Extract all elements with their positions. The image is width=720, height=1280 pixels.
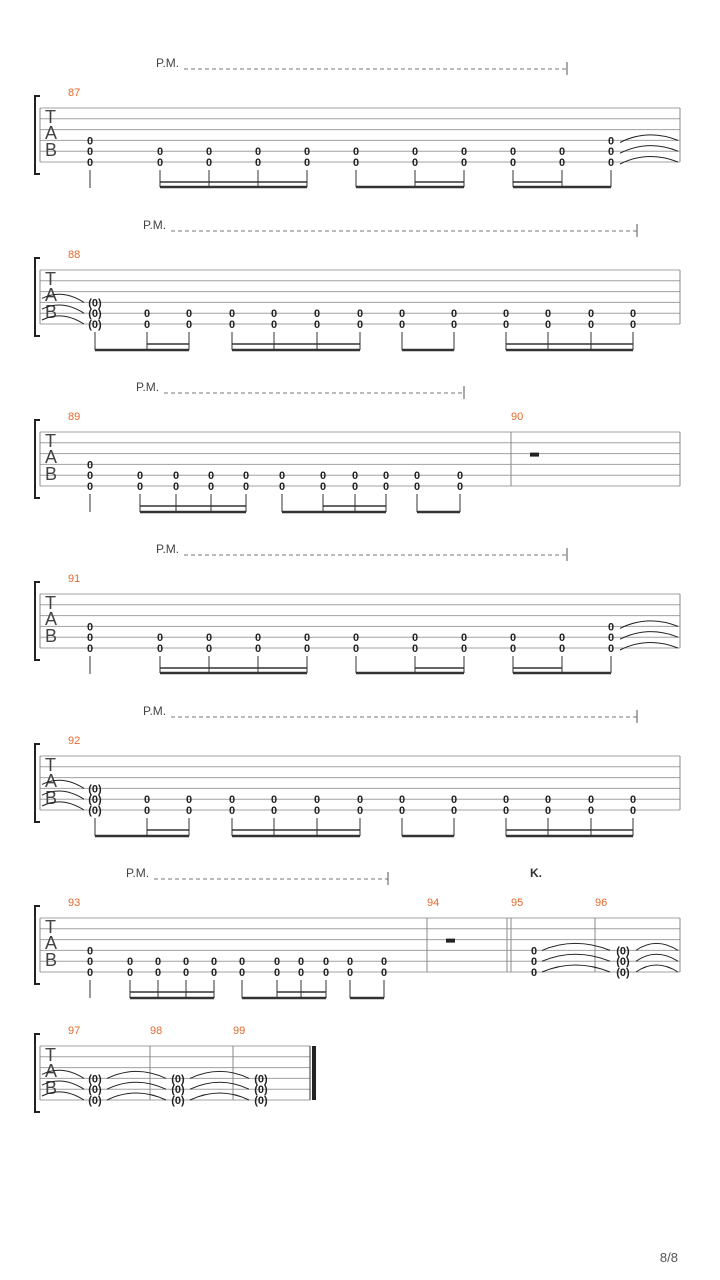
fret-number: 0: [629, 805, 637, 817]
fret-number: 0: [156, 146, 164, 159]
fret-number: 0: [558, 632, 566, 645]
tie-arc: [107, 1071, 166, 1078]
fret-number: 0: [303, 632, 311, 645]
fret-number: 0: [86, 459, 94, 472]
whole-rest: [446, 939, 455, 943]
system-bracket: [35, 744, 40, 822]
fret-number: (0): [254, 1073, 268, 1086]
tab-clef-b: B: [45, 140, 58, 160]
fret-number: 0: [411, 157, 419, 169]
fret-number: 0: [607, 621, 615, 634]
tab-clef-a: A: [45, 123, 58, 143]
fret-number: 0: [270, 319, 278, 331]
fret-number: (0): [88, 297, 102, 310]
system-bracket: [35, 96, 40, 174]
tab-clef-a: A: [45, 933, 58, 953]
fret-number: 0: [356, 308, 364, 321]
fret-number: 0: [509, 632, 517, 645]
fret-number: 0: [313, 319, 321, 331]
fret-number: 0: [242, 470, 250, 483]
fret-number: 0: [136, 470, 144, 483]
palm-mute-label: P.M.: [126, 866, 150, 880]
tab-clef-t: T: [45, 269, 56, 289]
fret-number: (0): [88, 1073, 102, 1086]
tie-out: [620, 621, 678, 629]
final-barline-thick: [312, 1046, 316, 1100]
fret-number: 0: [228, 794, 236, 807]
fret-number: 0: [629, 319, 637, 331]
measure-number: 96: [595, 897, 608, 909]
fret-number: 0: [270, 794, 278, 807]
tab-clef-t: T: [45, 755, 56, 775]
fret-number: (0): [254, 1095, 268, 1107]
measure-number: 88: [68, 249, 81, 261]
fret-number: 0: [182, 956, 190, 969]
fret-number: 0: [297, 967, 305, 979]
fret-number: 0: [460, 146, 468, 159]
fret-number: 0: [460, 643, 468, 655]
fret-number: 0: [382, 470, 390, 483]
fret-number: 0: [185, 319, 193, 331]
fret-number: 0: [143, 308, 151, 321]
measure-number: 97: [68, 1025, 81, 1037]
fret-number: 0: [126, 956, 134, 969]
fret-number: 0: [502, 805, 510, 817]
tie-out: [620, 146, 678, 154]
fret-number: 0: [411, 643, 419, 655]
tab-clef-t: T: [45, 107, 56, 127]
palm-mute-label: P.M.: [156, 56, 180, 70]
fret-number: 0: [460, 632, 468, 645]
fret-number: 0: [629, 308, 637, 321]
fret-number: 0: [273, 956, 281, 969]
measure-number: 99: [233, 1025, 246, 1037]
fret-number: 0: [303, 146, 311, 159]
page-number: 8/8: [659, 1250, 678, 1265]
fret-number: (0): [88, 1084, 102, 1097]
tab-clef-b: B: [45, 1078, 58, 1098]
fret-number: 0: [322, 967, 330, 979]
fret-number: 0: [210, 956, 218, 969]
fret-number: 0: [607, 643, 615, 655]
fret-number: 0: [156, 643, 164, 655]
fret-number: 0: [185, 805, 193, 817]
fret-number: 0: [411, 632, 419, 645]
fret-number: 0: [86, 481, 94, 493]
tab-clef-t: T: [45, 593, 56, 613]
fret-number: 0: [254, 632, 262, 645]
fret-number: 0: [86, 135, 94, 148]
fret-number: 0: [297, 956, 305, 969]
measure-number: 94: [427, 897, 440, 909]
fret-number: 0: [544, 805, 552, 817]
system-bracket: [35, 906, 40, 984]
fret-number: 0: [450, 805, 458, 817]
fret-number: 0: [460, 157, 468, 169]
fret-number: 0: [411, 146, 419, 159]
fret-number: 0: [172, 470, 180, 483]
fret-number: 0: [205, 632, 213, 645]
measure-number: 92: [68, 735, 81, 747]
fret-number: 0: [185, 794, 193, 807]
tab-clef-b: B: [45, 302, 58, 322]
fret-number: 0: [143, 794, 151, 807]
tie-out: [620, 632, 678, 640]
fret-number: (0): [254, 1084, 268, 1097]
fret-number: 0: [238, 967, 246, 979]
fret-number: 0: [413, 470, 421, 483]
fret-number: (0): [88, 783, 102, 796]
fret-number: 0: [319, 481, 327, 493]
tab-clef-a: A: [45, 771, 58, 791]
fret-number: 0: [86, 146, 94, 159]
fret-number: 0: [126, 967, 134, 979]
system-1: [35, 56, 680, 188]
fret-number: 0: [456, 470, 464, 483]
system-bracket: [35, 582, 40, 660]
system-bracket: [35, 1034, 40, 1112]
fret-number: 0: [228, 308, 236, 321]
fret-number: 0: [143, 805, 151, 817]
fret-number: 0: [558, 157, 566, 169]
measure-number: 93: [68, 897, 81, 909]
fret-number: 0: [346, 956, 354, 969]
tie-arc: [107, 1082, 166, 1089]
fret-number: 0: [154, 967, 162, 979]
fret-number: 0: [86, 157, 94, 169]
kill-switch-label: K.: [530, 866, 542, 880]
fret-number: 0: [356, 805, 364, 817]
fret-number: 0: [530, 956, 538, 969]
fret-number: 0: [86, 470, 94, 483]
fret-number: 0: [303, 643, 311, 655]
fret-number: (0): [171, 1084, 185, 1097]
tab-clef-b: B: [45, 788, 58, 808]
fret-number: 0: [530, 945, 538, 958]
fret-number: 0: [607, 146, 615, 159]
fret-number: 0: [86, 621, 94, 634]
fret-number: 0: [207, 470, 215, 483]
fret-number: 0: [238, 956, 246, 969]
fret-number: 0: [558, 643, 566, 655]
fret-number: 0: [587, 805, 595, 817]
tie-out: [636, 943, 678, 950]
tie-out: [620, 642, 678, 650]
palm-mute-label: P.M.: [136, 380, 160, 394]
whole-rest: [530, 453, 539, 457]
fret-number: 0: [558, 146, 566, 159]
tab-clef-a: A: [45, 285, 58, 305]
tie-arc: [542, 954, 610, 961]
system-3: [35, 380, 680, 512]
system-6: [35, 866, 680, 998]
system-7: [35, 1025, 316, 1112]
fret-number: 0: [228, 805, 236, 817]
fret-number: 0: [205, 146, 213, 159]
fret-number: 0: [544, 794, 552, 807]
fret-number: 0: [313, 794, 321, 807]
fret-number: 0: [156, 632, 164, 645]
fret-number: (0): [88, 794, 102, 807]
tab-clef-a: A: [45, 609, 58, 629]
measure-number: 90: [511, 411, 524, 423]
measure-number: 89: [68, 411, 81, 423]
fret-number: 0: [278, 470, 286, 483]
fret-number: (0): [88, 319, 102, 331]
fret-number: (0): [88, 805, 102, 817]
fret-number: 0: [86, 967, 94, 979]
tab-clef-t: T: [45, 431, 56, 451]
fret-number: 0: [254, 643, 262, 655]
fret-number: (0): [88, 1095, 102, 1107]
fret-number: 0: [544, 319, 552, 331]
fret-number: 0: [313, 805, 321, 817]
fret-number: 0: [398, 794, 406, 807]
tie-arc: [542, 943, 610, 950]
fret-number: 0: [587, 308, 595, 321]
fret-number: 0: [322, 956, 330, 969]
fret-number: 0: [587, 794, 595, 807]
fret-number: (0): [88, 308, 102, 321]
tie-out: [620, 156, 678, 164]
fret-number: 0: [143, 319, 151, 331]
tab-clef-a: A: [45, 447, 58, 467]
fret-number: (0): [616, 967, 630, 979]
tie-arc: [542, 965, 610, 972]
fret-number: 0: [303, 157, 311, 169]
palm-mute-label: P.M.: [143, 218, 167, 232]
fret-number: 0: [450, 308, 458, 321]
fret-number: 0: [398, 805, 406, 817]
fret-number: 0: [380, 956, 388, 969]
fret-number: 0: [185, 308, 193, 321]
fret-number: 0: [352, 157, 360, 169]
fret-number: 0: [205, 643, 213, 655]
measure-number: 91: [68, 573, 81, 585]
fret-number: 0: [319, 470, 327, 483]
fret-number: 0: [86, 956, 94, 969]
fret-number: 0: [607, 157, 615, 169]
fret-number: 0: [629, 794, 637, 807]
fret-number: (0): [616, 945, 630, 958]
fret-number: 0: [450, 319, 458, 331]
fret-number: 0: [273, 967, 281, 979]
palm-mute-label: P.M.: [156, 542, 180, 556]
fret-number: 0: [210, 967, 218, 979]
tie-out: [636, 954, 678, 961]
fret-number: 0: [270, 308, 278, 321]
fret-number: 0: [242, 481, 250, 493]
tie-out: [636, 965, 678, 972]
tie-arc: [107, 1093, 166, 1100]
fret-number: 0: [398, 308, 406, 321]
fret-number: 0: [502, 319, 510, 331]
system-bracket: [35, 420, 40, 498]
measure-number: 98: [150, 1025, 163, 1037]
measure-number: 87: [68, 87, 81, 99]
fret-number: 0: [544, 308, 552, 321]
measure-number: 95: [511, 897, 524, 909]
fret-number: 0: [607, 632, 615, 645]
fret-number: 0: [413, 481, 421, 493]
fret-number: 0: [254, 146, 262, 159]
system-bracket: [35, 258, 40, 336]
palm-mute-label: P.M.: [143, 704, 167, 718]
fret-number: 0: [456, 481, 464, 493]
fret-number: 0: [509, 157, 517, 169]
fret-number: 0: [351, 470, 359, 483]
system-4: [35, 542, 680, 674]
fret-number: 0: [136, 481, 144, 493]
fret-number: 0: [228, 319, 236, 331]
tab-clef-t: T: [45, 1045, 56, 1065]
fret-number: 0: [356, 319, 364, 331]
fret-number: 0: [154, 956, 162, 969]
tie-arc: [190, 1082, 249, 1089]
fret-number: 0: [346, 967, 354, 979]
fret-number: 0: [380, 967, 388, 979]
tab-clef-b: B: [45, 626, 58, 646]
fret-number: 0: [86, 945, 94, 958]
fret-number: 0: [207, 481, 215, 493]
fret-number: 0: [352, 146, 360, 159]
fret-number: 0: [182, 967, 190, 979]
fret-number: 0: [86, 632, 94, 645]
fret-number: (0): [171, 1073, 185, 1086]
fret-number: (0): [171, 1095, 185, 1107]
fret-number: 0: [502, 794, 510, 807]
fret-number: 0: [509, 146, 517, 159]
fret-number: 0: [313, 308, 321, 321]
tie-arc: [190, 1093, 249, 1100]
fret-number: 0: [172, 481, 180, 493]
fret-number: (0): [616, 956, 630, 969]
fret-number: 0: [351, 481, 359, 493]
fret-number: 0: [270, 805, 278, 817]
tie-arc: [190, 1071, 249, 1078]
fret-number: 0: [254, 157, 262, 169]
fret-number: 0: [278, 481, 286, 493]
fret-number: 0: [356, 794, 364, 807]
tab-clef-a: A: [45, 1061, 58, 1081]
tie-out: [620, 135, 678, 143]
fret-number: 0: [607, 135, 615, 148]
fret-number: 0: [382, 481, 390, 493]
fret-number: 0: [398, 319, 406, 331]
fret-number: 0: [352, 632, 360, 645]
fret-number: 0: [156, 157, 164, 169]
fret-number: 0: [205, 157, 213, 169]
fret-number: 0: [450, 794, 458, 807]
fret-number: 0: [530, 967, 538, 979]
system-5: [35, 704, 680, 836]
tab-clef-t: T: [45, 917, 56, 937]
fret-number: 0: [86, 643, 94, 655]
fret-number: 0: [352, 643, 360, 655]
fret-number: 0: [587, 319, 595, 331]
tab-clef-b: B: [45, 950, 58, 970]
fret-number: 0: [502, 308, 510, 321]
fret-number: 0: [509, 643, 517, 655]
system-2: [35, 218, 680, 350]
tab-clef-b: B: [45, 464, 58, 484]
